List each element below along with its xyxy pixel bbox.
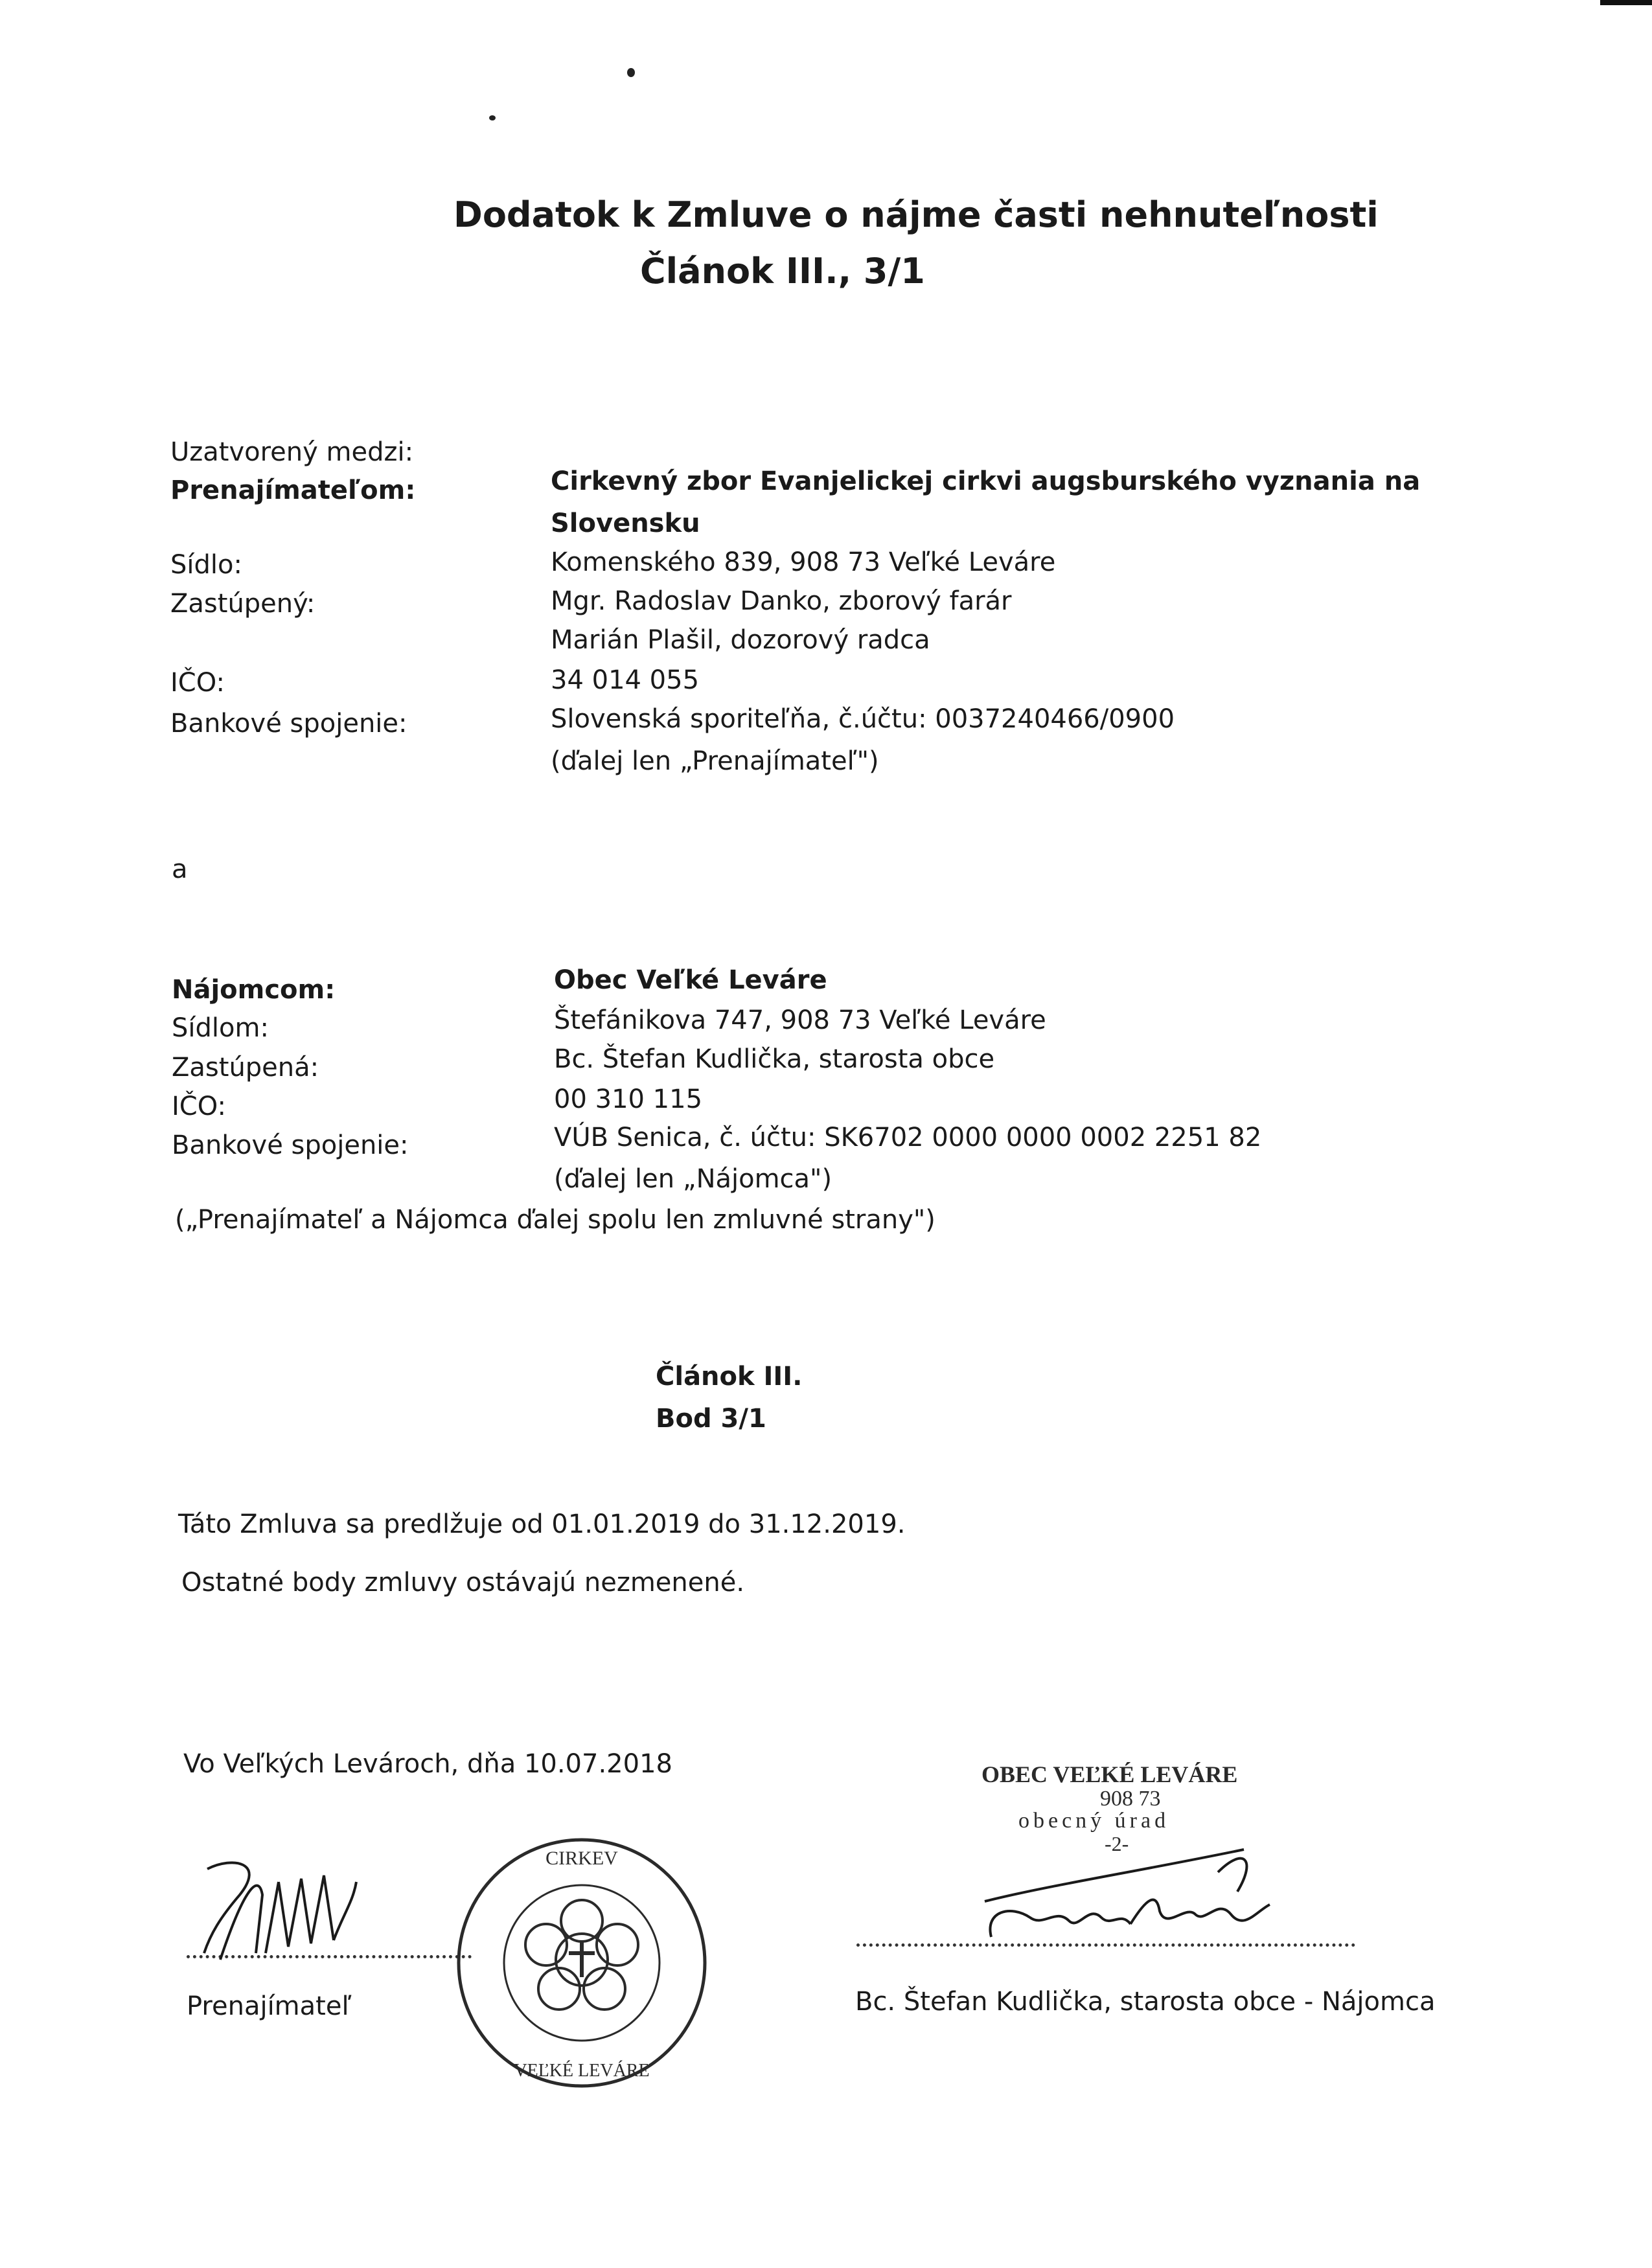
lessor-alias: (ďalej len „Prenajímateľ") [551, 746, 879, 776]
conjunction: a [172, 854, 188, 884]
office-stamp-line4: -2- [1105, 1832, 1129, 1855]
tenant-role-label: Nájomcom: [172, 975, 336, 1005]
tenant-rep-label: Zastúpená: [172, 1053, 319, 1082]
lessor-caption: Prenajímateľ [187, 1991, 352, 2021]
tenant-signature [972, 1833, 1283, 1950]
tenant-seat-value: Štefánikova 747, 908 73 Veľké Leváre [554, 1005, 1046, 1035]
lessor-role-label: Prenajímateľom: [170, 475, 416, 505]
tenant-ico-value: 00 310 115 [554, 1084, 703, 1114]
office-stamp-line1: OBEC VEĽKÉ LEVÁRE [981, 1761, 1238, 1787]
tenant-seat-label: Sídlom: [172, 1013, 269, 1043]
tenant-caption: Bc. Štefan Kudlička, starosta obce - Nájomca [855, 1987, 1436, 2017]
article-point: Bod 3/1 [656, 1404, 766, 1434]
church-seal [446, 1827, 718, 2099]
tenant-rep-value: Bc. Štefan Kudlička, starosta obce [554, 1044, 995, 1074]
article-text-extension: Táto Zmluva sa predlžuje od 01.01.2019 do 31.12.2019. [178, 1509, 906, 1539]
lessor-bank-value: Slovenská sporiteľňa, č.účtu: 0037240466/0900 [551, 704, 1175, 734]
tenant-alias: (ďalej len „Nájomca") [554, 1164, 832, 1194]
svg-text:CIRKEV: CIRKEV [545, 1848, 618, 1869]
lessor-ico-value: 34 014 055 [551, 665, 700, 695]
lessor-seat-label: Sídlo: [170, 550, 242, 580]
place-date: Vo Veľkých Levároch, dňa 10.07.2018 [183, 1749, 672, 1779]
lessor-bank-label: Bankové spojenie: [170, 709, 407, 739]
lessor-signature [194, 1856, 389, 1966]
scan-edge-mark [1600, 0, 1652, 5]
lessor-rep-label: Zastúpený: [170, 589, 315, 619]
lessor-name-line1: Cirkevný zbor Evanjelickej cirkvi augsburského vyznania na [551, 466, 1421, 496]
article-heading: Článok III. [656, 1362, 803, 1392]
document-subtitle: Článok III., 3/1 [640, 251, 925, 292]
parties-note: („Prenajímateľ a Nájomca ďalej spolu len zmluvné strany") [175, 1205, 935, 1235]
office-stamp-line3: obecný úrad [1018, 1809, 1170, 1833]
tenant-ico-label: IČO: [172, 1092, 226, 1121]
scan-speck [489, 115, 496, 120]
lessor-rep-value1: Mgr. Radoslav Danko, zborový farár [551, 586, 1012, 616]
tenant-name: Obec Veľké Leváre [554, 965, 827, 995]
tenant-bank-label: Bankové spojenie: [172, 1130, 409, 1160]
document-title: Dodatok k Zmluve o nájme časti nehnuteľnosti [453, 194, 1379, 235]
scan-speck [627, 68, 635, 77]
intro-label: Uzatvorený medzi: [170, 437, 414, 467]
tenant-bank-value: VÚB Senica, č. účtu: SK6702 0000 0000 0002 2251 82 [554, 1123, 1262, 1152]
lessor-name-line2: Slovensku [551, 509, 700, 538]
lessor-seat-value: Komenského 839, 908 73 Veľké Leváre [551, 547, 1056, 577]
lessor-ico-label: IČO: [170, 668, 225, 698]
article-text-other-points: Ostatné body zmluvy ostávajú nezmenené. [181, 1568, 745, 1598]
lessor-rep-value2: Marián Plašil, dozorový radca [551, 625, 930, 655]
office-stamp-line2: 908 73 [1100, 1787, 1161, 1811]
svg-text:VEĽKÉ LEVÁRE: VEĽKÉ LEVÁRE [514, 2061, 650, 2081]
